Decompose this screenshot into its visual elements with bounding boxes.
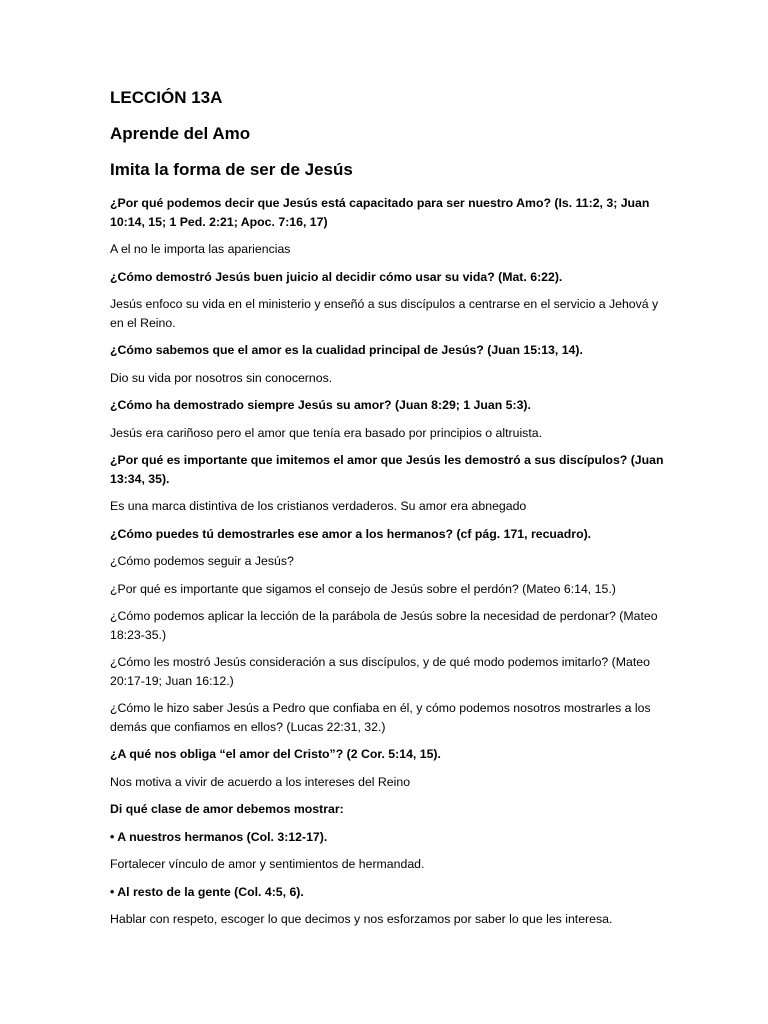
question-paragraph: Di qué clase de amor debemos mostrar:	[110, 802, 344, 816]
question-paragraph: ¿Cómo sabemos que el amor es la cualidad principal de Jesús? (Juan 15:13, 14).	[110, 343, 583, 357]
question-paragraph: ¿Por qué es importante que imitemos el amor que Jesús les demostró a sus discípulos? (Juan 13:34, 35).	[110, 453, 664, 486]
question-paragraph: ¿A qué nos obliga “el amor del Cristo”? (2 Cor. 5:14, 15).	[110, 747, 441, 761]
question-paragraph: ¿Por qué podemos decir que Jesús está capacitado para ser nuestro Amo? (Is. 11:2, 3; Juan 10:14, 15; 1 Ped. 2:21; Apoc. 7:16, 17)	[110, 196, 650, 229]
answer-paragraph: ¿Cómo le hizo saber Jesús a Pedro que confiaba en él, y cómo podemos nosotros mostrarles a los demás que confiamos en ellos? (Lucas 22:31, 32.)	[110, 701, 651, 734]
answer-paragraph: ¿Por qué es importante que sigamos el consejo de Jesús sobre el perdón? (Mateo 6:14, 15.)	[110, 581, 616, 596]
document-page	[110, 86, 670, 938]
question-paragraph: • Al resto de la gente (Col. 4:5, 6).	[110, 884, 304, 899]
answer-paragraph: ¿Cómo les mostró Jesús consideración a sus discípulos, y de qué modo podemos imitarlo? (Mateo 20:17-19; Juan 16:12.)	[110, 655, 650, 688]
answer-paragraph: ¿Cómo podemos aplicar la lección de la parábola de Jesús sobre la necesidad de perdonar? (Mateo 18:23-35.)	[110, 609, 658, 642]
answer-paragraph: ¿Cómo podemos seguir a Jesús?	[110, 554, 294, 568]
answer-paragraph: Hablar con respeto, escoger lo que decimos y nos esforzamos por saber lo que les interesa.	[110, 912, 613, 926]
answer-paragraph: Fortalecer vínculo de amor y sentimientos de hermandad.	[110, 857, 425, 871]
answer-paragraph: Dio su vida por nosotros sin conocernos.	[110, 370, 333, 385]
section-heading: Imita la forma de ser de Jesús	[110, 160, 353, 179]
answer-paragraph: Jesús era cariñoso pero el amor que tenía era basado por principios o altruista.	[110, 425, 543, 440]
lesson-title: LECCIÓN 13A	[110, 88, 223, 107]
answer-paragraph: Es una marca distintiva de los cristianos verdaderos. Su amor era abnegado	[110, 499, 527, 513]
answer-paragraph: Jesús enfoco su vida en el ministerio y enseñó a sus discípulos a centrarse en el servicio a Jehová y en el Reino.	[110, 297, 659, 330]
question-paragraph: ¿Cómo ha demostrado siempre Jesús su amor? (Juan 8:29; 1 Juan 5:3).	[110, 398, 531, 412]
question-paragraph: • A nuestros hermanos (Col. 3:12-17).	[110, 829, 328, 844]
question-paragraph: ¿Cómo demostró Jesús buen juicio al decidir cómo usar su vida? (Mat. 6:22).	[110, 269, 563, 284]
question-paragraph: ¿Cómo puedes tú demostrarles ese amor a los hermanos? (cf pág. 171, recuadro).	[110, 526, 592, 541]
answer-paragraph: Nos motiva a vivir de acuerdo a los intereses del Reino	[110, 774, 411, 789]
document-body	[110, 194, 670, 929]
answer-paragraph: A el no le importa las apariencias	[110, 242, 291, 256]
lesson-subtitle: Aprende del Amo	[110, 124, 251, 143]
